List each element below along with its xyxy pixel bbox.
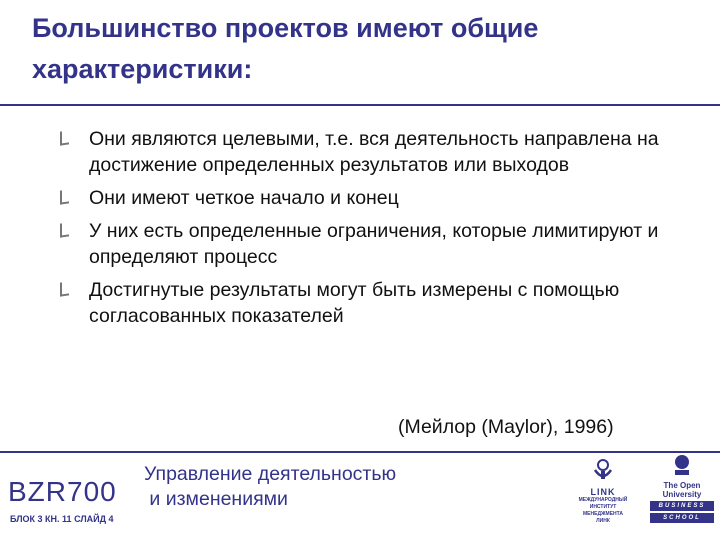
bullet-item (58, 218, 678, 270)
bullet-text: Они имеют четкое начало и конец (89, 187, 399, 209)
link-logo-subtitle: МЕЖДУНАРОДНЫЙ (578, 497, 628, 503)
bullet-text: Они являются целевыми, т.е. вся деятельность направлена на достижение определенных результатов или выходов (89, 128, 659, 176)
bullet-list (58, 126, 678, 336)
bullet-item (58, 185, 678, 211)
link-logo-subtitle: ЛИНК (596, 518, 610, 524)
course-code: BZR700 (8, 476, 117, 507)
citation: (Мейлор (Maylor), 1996) (398, 416, 614, 438)
link-emblem-icon (592, 458, 614, 482)
open-university-emblem-icon (671, 454, 693, 476)
bullet-item (58, 126, 678, 178)
bullet-text: Достигнутые результаты могут быть измерены с помощью согласованных показателей (89, 279, 620, 327)
bullet-text: У них есть определенные ограничения, которые лимитируют и определяют процесс (89, 220, 659, 268)
slide-reference: БЛОК 3 КН. 11 СЛАЙД 4 (10, 514, 114, 524)
link-logo-subtitle: МЕНЕДЖМЕНТА (583, 511, 623, 517)
course-name-line: и изменениями (144, 488, 288, 510)
course-name (144, 462, 396, 512)
link-logo-name: LINK (590, 487, 616, 497)
slide-title: Большинство проектов имеют общие характеристики: (32, 13, 539, 84)
ou-name-line: The Open (663, 481, 701, 490)
school-label: SCHOOL (650, 513, 714, 523)
bullet-marker-icon (60, 130, 69, 145)
ou-name-line: University (662, 490, 702, 499)
bullet-item (58, 277, 678, 329)
course-name-line: Управление деятельностью (144, 463, 397, 485)
footer-divider (0, 451, 720, 453)
bullet-marker-icon (60, 222, 69, 237)
link-institute-logo (570, 458, 636, 525)
title-divider (0, 104, 720, 106)
bullet-marker-icon (60, 281, 69, 296)
business-label: BUSINESS (650, 501, 714, 511)
bullet-marker-icon (60, 189, 69, 204)
link-logo-subtitle: ИНСТИТУТ (589, 504, 617, 510)
open-university-logo (650, 454, 714, 523)
